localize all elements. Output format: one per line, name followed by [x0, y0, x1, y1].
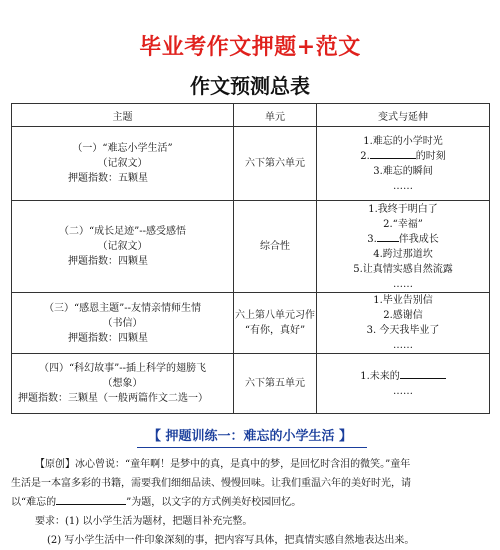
variant-item: 5.让真情实感自然流露 [353, 263, 453, 275]
theme-genre: （记叙文） [97, 241, 148, 252]
unit-line: “有你，真好” [244, 325, 306, 336]
table-row [12, 127, 490, 201]
fill-blank [400, 369, 446, 379]
theme-name: （四）“科幻故事”--插上科学的翅膀飞 [39, 363, 206, 374]
theme-rating: 押题指数：四颗星 [68, 332, 148, 344]
prompt-line: 以“难忘的 ”为题，以文字的方式例美好校园回忆。 [11, 493, 489, 512]
variant-item: 2.“幸福” [383, 218, 423, 230]
table-header-row [12, 104, 490, 127]
column-header-variants: 变式与延伸 [317, 104, 490, 127]
variant-item: 2.感谢信 [383, 310, 423, 321]
theme-rating: 押题指数：四颗星 [68, 256, 148, 267]
main-title: 毕业考作文押题+范文 [139, 34, 361, 60]
variant-item: 3.难忘的瞬间 [373, 165, 433, 177]
variant-item: 1.我终于明白了 [368, 203, 438, 215]
theme-name: （一）“难忘小学生活” [72, 143, 173, 154]
variant-item: …… [393, 385, 413, 397]
theme-genre: （想象） [102, 378, 143, 389]
variants-cell [317, 293, 490, 354]
table-row [12, 293, 490, 354]
section-underline [137, 447, 367, 448]
fill-blank [56, 493, 126, 505]
forecast-table [11, 103, 490, 414]
table-row [12, 201, 490, 293]
fill-blank [377, 232, 399, 242]
theme-rating: 押题指数：三颗星（一般两篇作文二选一） [18, 393, 208, 404]
theme-cell [12, 127, 234, 201]
variant-item: 1.难忘的小学时光 [363, 135, 443, 147]
prompt-line: 生活是一本富多彩的书籍，需要我们细细品读、慢慢回味。让我们重温六年的美好时光，请 [11, 478, 411, 489]
variant-item: 1.未来的 [317, 369, 489, 384]
variant-item: 3. 伴我成长 [367, 233, 439, 245]
section-title: 【 押题训练一：难忘的小学生活 】 [147, 429, 353, 444]
sub-title: 作文预测总表 [190, 74, 310, 98]
theme-rating: 押题指数：五颗星 [68, 173, 148, 184]
theme-cell [12, 354, 234, 414]
writing-prompt [11, 455, 489, 550]
column-header-unit: 单元 [234, 104, 317, 127]
variant-item: 2. 的时刻 [360, 150, 446, 162]
theme-name: （三）“感恩主题”--友情亲情师生情 [44, 302, 201, 314]
theme-genre: （记叙文） [97, 158, 148, 169]
variant-item: …… [393, 340, 413, 351]
unit-line: 六上第八单元习作 [235, 310, 315, 321]
variants-cell [317, 201, 490, 293]
prompt-requirement: 要求：(1) 以小学生活为题材，把题目补充完整。 [35, 516, 253, 527]
column-header-theme: 主题 [12, 104, 234, 127]
prompt-line: 【原创】冰心曾说：“童年啊！是梦中的真，是真中的梦，是回忆时含泪的微笑。”童年 [35, 459, 411, 470]
table-row [12, 354, 490, 414]
theme-cell [12, 201, 234, 293]
unit-cell [234, 293, 317, 354]
theme-name: （二）“成长足迹”--感受感悟 [59, 226, 186, 237]
variant-item: 3. 今天我毕业了 [366, 325, 440, 336]
theme-cell [12, 293, 234, 354]
variants-cell [317, 127, 490, 201]
theme-genre: （书信） [102, 317, 143, 329]
variants-cell [317, 354, 490, 414]
variant-item: 1.毕业告别信 [373, 295, 433, 306]
unit-cell: 六下第六单元 [234, 127, 317, 201]
variant-item: …… [393, 278, 413, 290]
variant-item: …… [393, 180, 413, 192]
unit-cell: 综合性 [234, 201, 317, 293]
fill-blank [370, 149, 416, 159]
variant-item: 4.跨过那道坎 [373, 248, 433, 260]
unit-cell: 六下第五单元 [234, 354, 317, 414]
prompt-requirement: (2) 写小学生活中一件印象深刻的事，把内容写具体，把真情实感自然地表达出来。 [47, 535, 415, 546]
